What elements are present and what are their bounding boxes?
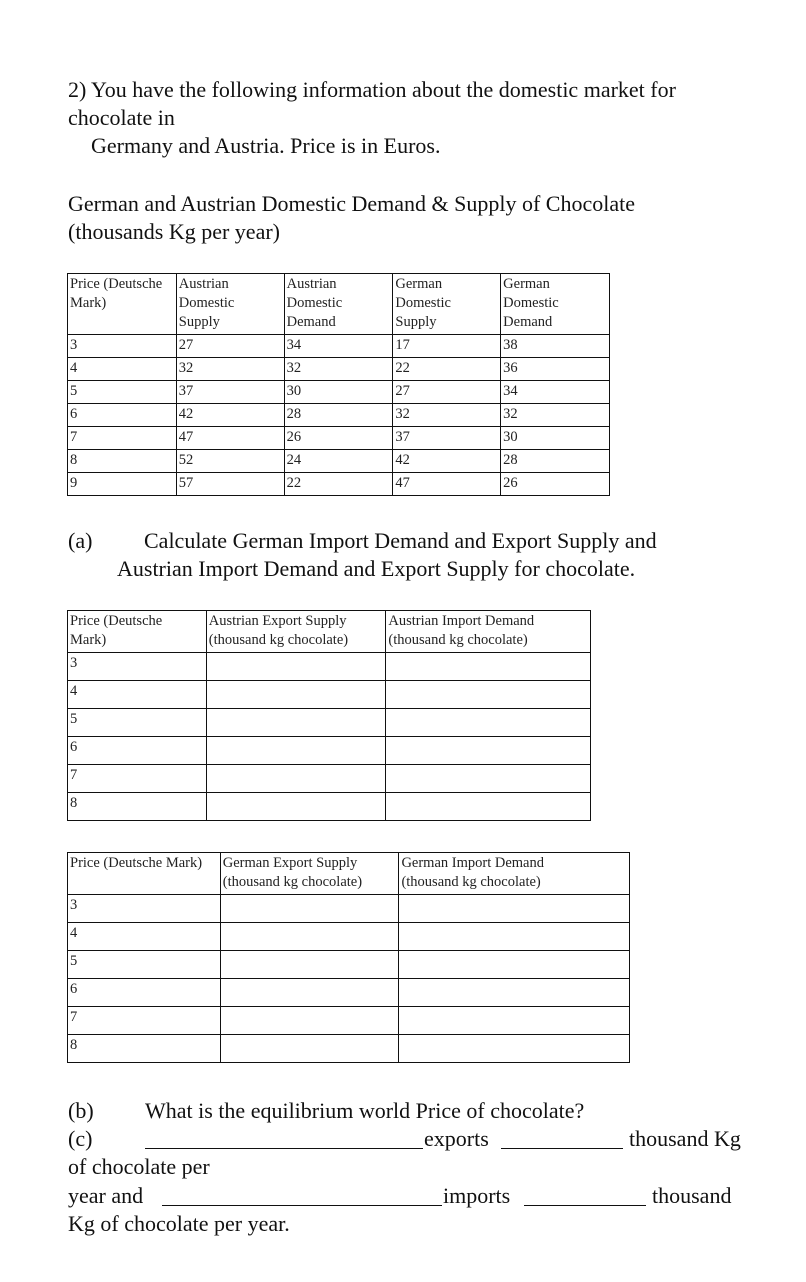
cell: 38 bbox=[501, 335, 610, 358]
cell: 37 bbox=[393, 427, 501, 450]
cell: 24 bbox=[284, 450, 393, 473]
table-row bbox=[68, 381, 610, 404]
answer-cell[interactable] bbox=[220, 895, 399, 923]
header-austrian-supply: Austrian Domestic Supply bbox=[176, 274, 284, 335]
cell: 4 bbox=[68, 358, 177, 381]
answer-cell[interactable] bbox=[399, 923, 630, 951]
table-row bbox=[68, 765, 591, 793]
header-german-import-demand: German Import Demand (thousand kg chocolate) bbox=[399, 853, 630, 895]
answer-cell[interactable] bbox=[206, 653, 386, 681]
cell: 32 bbox=[284, 358, 393, 381]
answer-cell[interactable] bbox=[220, 1035, 399, 1063]
header-austrian-import-demand: Austrian Import Demand (thousand kg chocolate) bbox=[386, 611, 591, 653]
price-cell: 6 bbox=[68, 737, 207, 765]
austria-export-import-table bbox=[67, 610, 591, 821]
header-german-supply: German Domestic Supply bbox=[393, 274, 501, 335]
cell: 52 bbox=[176, 450, 284, 473]
cell: 36 bbox=[501, 358, 610, 381]
answer-cell[interactable] bbox=[386, 765, 591, 793]
part-c-line4: Kg of chocolate per year. bbox=[68, 1211, 290, 1236]
answer-cell[interactable] bbox=[206, 709, 386, 737]
table-row bbox=[68, 681, 591, 709]
cell: 47 bbox=[176, 427, 284, 450]
thousand-kg-text: thousand Kg bbox=[629, 1126, 741, 1151]
cell: 8 bbox=[68, 450, 177, 473]
cell: 27 bbox=[393, 381, 501, 404]
cell: 17 bbox=[393, 335, 501, 358]
header-price: Price (Deutsche Mark) bbox=[68, 853, 221, 895]
answer-cell[interactable] bbox=[220, 979, 399, 1007]
table-row bbox=[68, 979, 630, 1007]
header-german-demand: German Domestic Demand bbox=[501, 274, 610, 335]
cell: 9 bbox=[68, 473, 177, 496]
cell: 32 bbox=[176, 358, 284, 381]
domestic-demand-supply-table bbox=[67, 273, 610, 496]
answer-cell[interactable] bbox=[206, 765, 386, 793]
part-a-text-line2: Austrian Import Demand and Export Supply for chocolate. bbox=[117, 556, 636, 581]
part-c-line2: of chocolate per bbox=[68, 1154, 210, 1179]
cell: 26 bbox=[284, 427, 393, 450]
cell: 5 bbox=[68, 381, 177, 404]
answer-cell[interactable] bbox=[386, 737, 591, 765]
cell: 27 bbox=[176, 335, 284, 358]
cell: 30 bbox=[284, 381, 393, 404]
price-cell: 7 bbox=[68, 1007, 221, 1035]
answer-cell[interactable] bbox=[220, 923, 399, 951]
import-quantity-blank[interactable] bbox=[524, 1185, 646, 1206]
price-cell: 3 bbox=[68, 653, 207, 681]
answer-cell[interactable] bbox=[206, 793, 386, 821]
cell: 42 bbox=[393, 450, 501, 473]
part-c-label: (c) bbox=[68, 1126, 93, 1151]
header-price: Price (Deutsche Mark) bbox=[68, 611, 207, 653]
question-intro-line3: Germany and Austria. Price is in Euros. bbox=[91, 133, 441, 158]
cell: 6 bbox=[68, 404, 177, 427]
answer-cell[interactable] bbox=[399, 979, 630, 1007]
answer-cell[interactable] bbox=[399, 1007, 630, 1035]
cell: 37 bbox=[176, 381, 284, 404]
table-header-row bbox=[68, 274, 610, 335]
price-cell: 6 bbox=[68, 979, 221, 1007]
cell: 28 bbox=[501, 450, 610, 473]
price-cell: 7 bbox=[68, 765, 207, 793]
table-header-row bbox=[68, 853, 630, 895]
table-row bbox=[68, 653, 591, 681]
price-cell: 4 bbox=[68, 681, 207, 709]
cell: 57 bbox=[176, 473, 284, 496]
cell: 3 bbox=[68, 335, 177, 358]
header-price: Price (Deutsche Mark) bbox=[68, 274, 177, 335]
export-quantity-blank[interactable] bbox=[501, 1128, 623, 1149]
table-row bbox=[68, 737, 591, 765]
table-row bbox=[68, 427, 610, 450]
answer-cell[interactable] bbox=[399, 895, 630, 923]
answer-cell[interactable] bbox=[386, 681, 591, 709]
table-row bbox=[68, 895, 630, 923]
cell: 22 bbox=[393, 358, 501, 381]
year-and-text: year and bbox=[68, 1183, 144, 1208]
cell: 34 bbox=[501, 381, 610, 404]
answer-cell[interactable] bbox=[399, 951, 630, 979]
part-b-label: (b) bbox=[68, 1098, 94, 1123]
table-row bbox=[68, 450, 610, 473]
table-row bbox=[68, 923, 630, 951]
table-row bbox=[68, 709, 591, 737]
answer-cell[interactable] bbox=[399, 1035, 630, 1063]
table-row bbox=[68, 793, 591, 821]
cell: 42 bbox=[176, 404, 284, 427]
importer-country-blank[interactable] bbox=[162, 1185, 442, 1206]
table-row bbox=[68, 335, 610, 358]
part-b-text: What is the equilibrium world Price of chocolate? bbox=[145, 1098, 585, 1123]
cell: 32 bbox=[393, 404, 501, 427]
question-intro-line2: chocolate in bbox=[68, 105, 175, 130]
cell: 22 bbox=[284, 473, 393, 496]
header-german-export-supply: German Export Supply (thousand kg chocolate) bbox=[220, 853, 399, 895]
price-cell: 5 bbox=[68, 951, 221, 979]
cell: 28 bbox=[284, 404, 393, 427]
table-row bbox=[68, 358, 610, 381]
answer-cell[interactable] bbox=[220, 1007, 399, 1035]
answer-cell[interactable] bbox=[386, 709, 591, 737]
part-a-label: (a) bbox=[68, 528, 93, 553]
answer-cell[interactable] bbox=[206, 737, 386, 765]
table-row bbox=[68, 1035, 630, 1063]
cell: 30 bbox=[501, 427, 610, 450]
exporter-country-blank[interactable] bbox=[145, 1128, 423, 1149]
price-cell: 8 bbox=[68, 1035, 221, 1063]
header-austrian-export-supply: Austrian Export Supply (thousand kg chocolate) bbox=[206, 611, 386, 653]
price-cell: 4 bbox=[68, 923, 221, 951]
question-intro-line1: 2) You have the following information about the domestic market for bbox=[68, 77, 676, 102]
price-cell: 5 bbox=[68, 709, 207, 737]
cell: 32 bbox=[501, 404, 610, 427]
cell: 34 bbox=[284, 335, 393, 358]
answer-cell[interactable] bbox=[386, 653, 591, 681]
answer-cell[interactable] bbox=[386, 793, 591, 821]
germany-export-import-table bbox=[67, 852, 630, 1063]
price-cell: 8 bbox=[68, 793, 207, 821]
thousand-text: thousand bbox=[652, 1183, 732, 1208]
answer-cell[interactable] bbox=[206, 681, 386, 709]
main-table-subtitle: (thousands Kg per year) bbox=[68, 219, 280, 244]
price-cell: 3 bbox=[68, 895, 221, 923]
table-row bbox=[68, 404, 610, 427]
imports-word: imports bbox=[443, 1183, 511, 1208]
main-table-title: German and Austrian Domestic Demand & Supply of Chocolate bbox=[68, 191, 635, 216]
cell: 26 bbox=[501, 473, 610, 496]
cell: 47 bbox=[393, 473, 501, 496]
header-austrian-demand: Austrian Domestic Demand bbox=[284, 274, 393, 335]
table-row bbox=[68, 951, 630, 979]
part-a-text-line1: Calculate German Import Demand and Export Supply and bbox=[144, 528, 657, 553]
cell: 7 bbox=[68, 427, 177, 450]
table-row bbox=[68, 473, 610, 496]
table-header-row bbox=[68, 611, 591, 653]
answer-cell[interactable] bbox=[220, 951, 399, 979]
exports-word: exports bbox=[424, 1126, 489, 1151]
table-row bbox=[68, 1007, 630, 1035]
